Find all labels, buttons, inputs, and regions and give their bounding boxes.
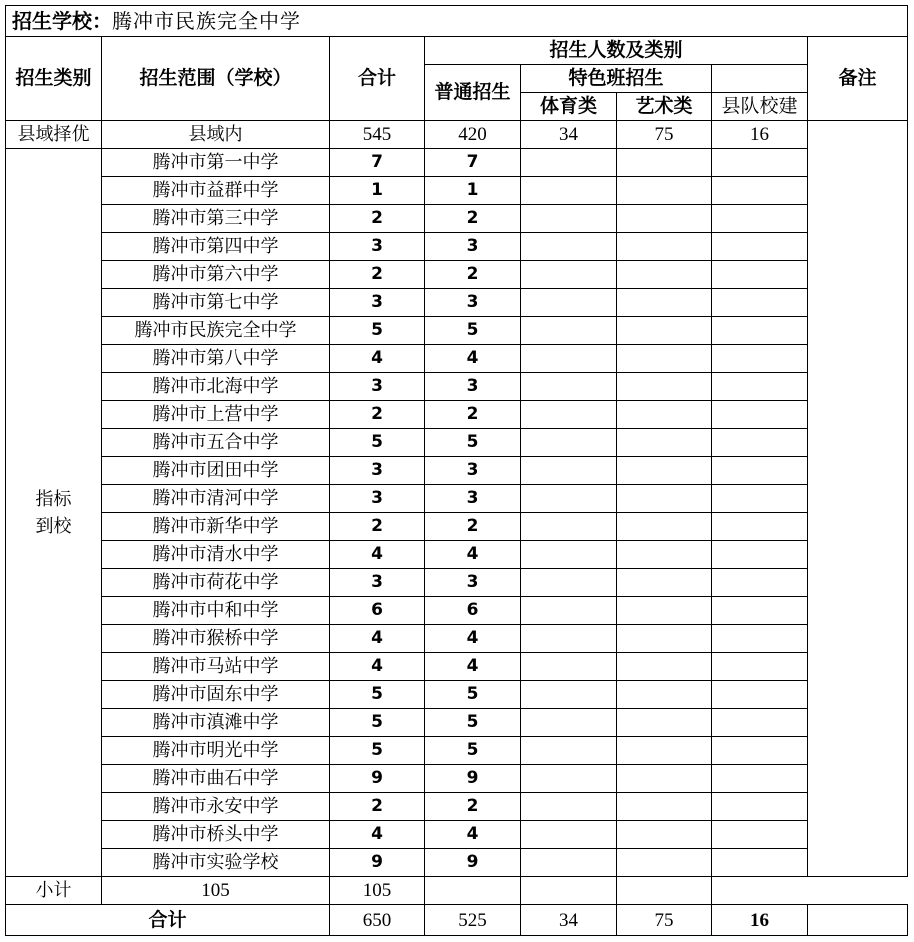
grand-total-regular[interactable]: 525: [425, 905, 521, 936]
school-arts[interactable]: [617, 261, 712, 289]
school-regular[interactable]: 2: [425, 401, 521, 429]
table-row: [6, 233, 908, 261]
school-total[interactable]: 5: [330, 317, 425, 345]
school-regular[interactable]: 2: [425, 793, 521, 821]
table-row: [6, 345, 908, 373]
school-county-team[interactable]: [712, 289, 808, 317]
school-sports[interactable]: [521, 541, 617, 569]
table-row: [6, 849, 908, 877]
school-total[interactable]: 5: [330, 737, 425, 765]
school-arts[interactable]: [617, 849, 712, 877]
table-row: [6, 401, 908, 429]
school-county-team[interactable]: [712, 233, 808, 261]
school-total[interactable]: 4: [330, 653, 425, 681]
school-regular[interactable]: 4: [425, 653, 521, 681]
school-regular[interactable]: 9: [425, 765, 521, 793]
school-arts[interactable]: [617, 233, 712, 261]
subtotal-label[interactable]: 小计: [6, 877, 102, 905]
school-total[interactable]: 3: [330, 289, 425, 317]
school-name[interactable]: 腾冲市马站中学: [102, 653, 330, 681]
school-sports[interactable]: [521, 345, 617, 373]
school-county-team[interactable]: [712, 597, 808, 625]
school-arts[interactable]: [617, 429, 712, 457]
school-county-team[interactable]: [712, 737, 808, 765]
school-sports[interactable]: [521, 233, 617, 261]
table-row: [6, 653, 908, 681]
school-county-team[interactable]: [712, 429, 808, 457]
subtotal-total[interactable]: 105: [102, 877, 330, 905]
school-sports[interactable]: [521, 681, 617, 709]
table-row: [6, 793, 908, 821]
school-regular[interactable]: 5: [425, 737, 521, 765]
school-sports[interactable]: [521, 765, 617, 793]
school-total[interactable]: 3: [330, 485, 425, 513]
school-name[interactable]: 腾冲市永安中学: [102, 793, 330, 821]
school-arts[interactable]: [617, 317, 712, 345]
school-total[interactable]: 4: [330, 541, 425, 569]
school-regular[interactable]: 3: [425, 289, 521, 317]
school-total[interactable]: 9: [330, 765, 425, 793]
school-name[interactable]: 腾冲市清河中学: [102, 485, 330, 513]
school-regular[interactable]: 2: [425, 513, 521, 541]
school-county-team[interactable]: [712, 793, 808, 821]
school-name[interactable]: 腾冲市第三中学: [102, 205, 330, 233]
header-enroll-group[interactable]: 招生人数及类别: [425, 37, 808, 65]
school-total[interactable]: 4: [330, 821, 425, 849]
school-name[interactable]: 腾冲市第一中学: [102, 149, 330, 177]
school-regular[interactable]: 5: [425, 317, 521, 345]
grand-total-sports[interactable]: 34: [521, 905, 617, 936]
school-sports[interactable]: [521, 793, 617, 821]
school-sports[interactable]: [521, 149, 617, 177]
table-row: [6, 597, 908, 625]
school-county-team[interactable]: [712, 569, 808, 597]
school-sports[interactable]: [521, 205, 617, 233]
remarks-cell[interactable]: [808, 121, 908, 877]
school-sports[interactable]: [521, 457, 617, 485]
school-total[interactable]: 2: [330, 205, 425, 233]
school-name[interactable]: 腾冲市第八中学: [102, 345, 330, 373]
school-regular[interactable]: 7: [425, 149, 521, 177]
subtotal-regular[interactable]: 105: [330, 877, 425, 905]
county-sports[interactable]: 34: [521, 121, 617, 149]
school-name[interactable]: 腾冲市荷花中学: [102, 569, 330, 597]
table-row: [6, 709, 908, 737]
school-name[interactable]: 腾冲市益群中学: [102, 177, 330, 205]
school-arts[interactable]: [617, 569, 712, 597]
school-regular[interactable]: 3: [425, 569, 521, 597]
grand-total-total[interactable]: 650: [330, 905, 425, 936]
school-county-team[interactable]: [712, 681, 808, 709]
school-sports[interactable]: [521, 289, 617, 317]
school-county-team[interactable]: [712, 345, 808, 373]
school-sports[interactable]: [521, 849, 617, 877]
school-total[interactable]: 2: [330, 401, 425, 429]
school-name[interactable]: 腾冲市民族完全中学: [102, 317, 330, 345]
school-name[interactable]: 腾冲市实验学校: [102, 849, 330, 877]
grand-total-county-team[interactable]: 16: [712, 905, 808, 936]
school-sports[interactable]: [521, 625, 617, 653]
grand-total-label[interactable]: 合计: [6, 905, 330, 936]
school-total[interactable]: 3: [330, 373, 425, 401]
school-name[interactable]: 腾冲市曲石中学: [102, 765, 330, 793]
school-arts[interactable]: [617, 681, 712, 709]
county-county-team[interactable]: 16: [712, 121, 808, 149]
school-county-team[interactable]: [712, 373, 808, 401]
header-regular[interactable]: 普通招生: [425, 65, 521, 121]
school-county-team[interactable]: [712, 653, 808, 681]
school-arts[interactable]: [617, 709, 712, 737]
table-row: [6, 429, 908, 457]
school-arts[interactable]: [617, 177, 712, 205]
school-total[interactable]: 7: [330, 149, 425, 177]
school-total[interactable]: 2: [330, 513, 425, 541]
table-row: [6, 149, 908, 177]
header-category[interactable]: 招生类别: [6, 37, 102, 121]
school-regular[interactable]: 5: [425, 429, 521, 457]
school-county-team[interactable]: [712, 457, 808, 485]
school-total[interactable]: 5: [330, 709, 425, 737]
school-arts[interactable]: [617, 737, 712, 765]
school-regular[interactable]: 4: [425, 821, 521, 849]
header-county-team[interactable]: 县队校建: [712, 93, 808, 121]
table-row: [6, 177, 908, 205]
header-empty-cell[interactable]: [712, 65, 808, 93]
table-row: [6, 513, 908, 541]
school-total[interactable]: 2: [330, 261, 425, 289]
school-sports[interactable]: [521, 569, 617, 597]
school-county-team[interactable]: [712, 177, 808, 205]
county-total[interactable]: 545: [330, 121, 425, 149]
school-county-team[interactable]: [712, 261, 808, 289]
school-sports[interactable]: [521, 821, 617, 849]
school-total[interactable]: 4: [330, 625, 425, 653]
table-row: [6, 681, 908, 709]
school-county-team[interactable]: [712, 765, 808, 793]
school-arts[interactable]: [617, 513, 712, 541]
header-scope[interactable]: 招生范围（学校）: [102, 37, 330, 121]
school-regular[interactable]: 4: [425, 541, 521, 569]
table-row: [6, 373, 908, 401]
school-total[interactable]: 3: [330, 233, 425, 261]
table-row: [6, 765, 908, 793]
quota-category-line1: 指标: [35, 488, 72, 510]
school-arts[interactable]: [617, 457, 712, 485]
school-total[interactable]: 9: [330, 849, 425, 877]
school-arts[interactable]: [617, 625, 712, 653]
table-row: [6, 737, 908, 765]
school-county-team[interactable]: [712, 317, 808, 345]
school-regular[interactable]: 2: [425, 205, 521, 233]
school-county-team[interactable]: [712, 401, 808, 429]
school-name[interactable]: 腾冲市团田中学: [102, 457, 330, 485]
school-sports[interactable]: [521, 485, 617, 513]
header-total[interactable]: 合计: [330, 37, 425, 121]
county-arts[interactable]: 75: [617, 121, 712, 149]
school-name[interactable]: 腾冲市第六中学: [102, 261, 330, 289]
school-name[interactable]: 腾冲市固东中学: [102, 681, 330, 709]
school-name[interactable]: 腾冲市桥头中学: [102, 821, 330, 849]
school-name[interactable]: 腾冲市清水中学: [102, 541, 330, 569]
school-total[interactable]: 6: [330, 597, 425, 625]
school-total[interactable]: 5: [330, 429, 425, 457]
title-school-name: 腾冲市民族完全中学: [112, 8, 301, 33]
subtotal-county-team[interactable]: [617, 877, 712, 905]
table-row: [6, 261, 908, 289]
school-arts[interactable]: [617, 653, 712, 681]
school-regular[interactable]: 4: [425, 625, 521, 653]
school-name[interactable]: 腾冲市北海中学: [102, 373, 330, 401]
county-regular[interactable]: 420: [425, 121, 521, 149]
table-row: [6, 485, 908, 513]
table-row: [6, 569, 908, 597]
school-total[interactable]: 3: [330, 457, 425, 485]
header-arts[interactable]: 艺术类: [617, 93, 712, 121]
school-name[interactable]: 腾冲市猴桥中学: [102, 625, 330, 653]
subtotal-arts[interactable]: [521, 877, 617, 905]
school-sports[interactable]: [521, 429, 617, 457]
school-county-team[interactable]: [712, 821, 808, 849]
school-arts[interactable]: [617, 205, 712, 233]
school-county-team[interactable]: [712, 205, 808, 233]
school-regular[interactable]: 5: [425, 709, 521, 737]
table-row: [6, 317, 908, 345]
enrollment-table: [5, 5, 908, 936]
school-county-team[interactable]: [712, 849, 808, 877]
school-arts[interactable]: [617, 793, 712, 821]
school-regular[interactable]: 3: [425, 457, 521, 485]
school-regular[interactable]: 3: [425, 485, 521, 513]
school-regular[interactable]: 3: [425, 373, 521, 401]
school-county-team[interactable]: [712, 149, 808, 177]
header-remarks[interactable]: 备注: [808, 37, 908, 121]
school-name[interactable]: 腾冲市滇滩中学: [102, 709, 330, 737]
school-regular[interactable]: 1: [425, 177, 521, 205]
school-name[interactable]: 腾冲市上营中学: [102, 401, 330, 429]
school-sports[interactable]: [521, 177, 617, 205]
school-sports[interactable]: [521, 317, 617, 345]
school-regular[interactable]: 4: [425, 345, 521, 373]
school-county-team[interactable]: [712, 485, 808, 513]
school-arts[interactable]: [617, 541, 712, 569]
school-sports[interactable]: [521, 653, 617, 681]
school-total[interactable]: 5: [330, 681, 425, 709]
school-name[interactable]: 腾冲市明光中学: [102, 737, 330, 765]
school-arts[interactable]: [617, 401, 712, 429]
school-total[interactable]: 1: [330, 177, 425, 205]
school-county-team[interactable]: [712, 625, 808, 653]
school-sports[interactable]: [521, 513, 617, 541]
school-arts[interactable]: [617, 485, 712, 513]
school-regular[interactable]: 2: [425, 261, 521, 289]
school-sports[interactable]: [521, 261, 617, 289]
table-row: [6, 205, 908, 233]
school-total[interactable]: 3: [330, 569, 425, 597]
school-name[interactable]: 腾冲市中和中学: [102, 597, 330, 625]
subtotal-sports[interactable]: [425, 877, 521, 905]
county-scope[interactable]: 县域内: [102, 121, 330, 149]
school-name[interactable]: 腾冲市五合中学: [102, 429, 330, 457]
school-regular[interactable]: 3: [425, 233, 521, 261]
county-category[interactable]: 县域择优: [6, 121, 102, 149]
school-sports[interactable]: [521, 373, 617, 401]
school-regular[interactable]: 6: [425, 597, 521, 625]
school-regular[interactable]: 9: [425, 849, 521, 877]
table-row: [6, 821, 908, 849]
grand-total-remarks[interactable]: [808, 905, 908, 936]
title-cell[interactable]: [6, 6, 908, 37]
school-total[interactable]: 4: [330, 345, 425, 373]
school-county-team[interactable]: [712, 709, 808, 737]
school-arts[interactable]: [617, 373, 712, 401]
school-name[interactable]: 腾冲市新华中学: [102, 513, 330, 541]
school-county-team[interactable]: [712, 541, 808, 569]
quota-category[interactable]: [6, 149, 102, 877]
school-regular[interactable]: 5: [425, 681, 521, 709]
table-row: [6, 541, 908, 569]
school-arts[interactable]: [617, 765, 712, 793]
school-sports[interactable]: [521, 401, 617, 429]
school-sports[interactable]: [521, 597, 617, 625]
table-row: [6, 625, 908, 653]
school-total[interactable]: 2: [330, 793, 425, 821]
header-sports[interactable]: 体育类: [521, 93, 617, 121]
school-arts[interactable]: [617, 821, 712, 849]
school-arts[interactable]: [617, 289, 712, 317]
school-sports[interactable]: [521, 737, 617, 765]
school-name[interactable]: 腾冲市第七中学: [102, 289, 330, 317]
header-special-group[interactable]: 特色班招生: [521, 65, 712, 93]
quota-category-line2: 到校: [35, 515, 72, 537]
school-county-team[interactable]: [712, 513, 808, 541]
title-label: 招生学校：: [12, 8, 112, 33]
school-sports[interactable]: [521, 709, 617, 737]
grand-total-arts[interactable]: 75: [617, 905, 712, 936]
table-row: [6, 289, 908, 317]
school-name[interactable]: 腾冲市第四中学: [102, 233, 330, 261]
table-row: [6, 457, 908, 485]
school-arts[interactable]: [617, 597, 712, 625]
school-arts[interactable]: [617, 345, 712, 373]
school-arts[interactable]: [617, 149, 712, 177]
